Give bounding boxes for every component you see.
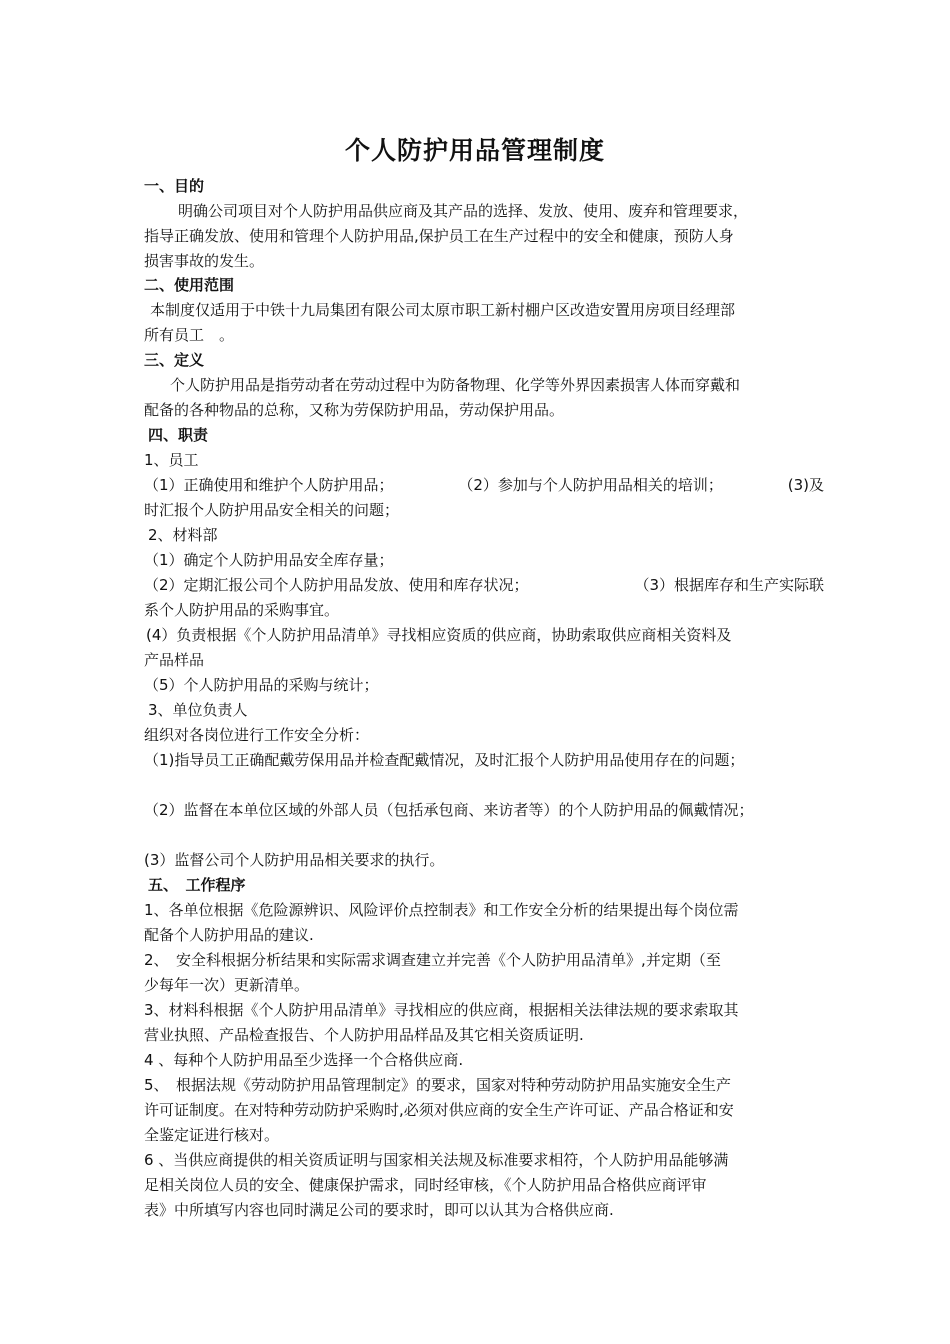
material-duties-line bbox=[144, 574, 824, 596]
paragraph-line: 本制度仅适用于中铁十九局集团有限公司太原市职工新村棚户区改造安置用房项目经理部 bbox=[150, 301, 736, 319]
paragraph-line: 6 、当供应商提供的相关资质证明与国家相关法规及标准要求相符，个人防护用品能够满 bbox=[144, 1151, 729, 1169]
paragraph-line: 少每年一次）更新清单。 bbox=[144, 976, 310, 994]
paragraph-line: 配备个人防护用品的建议. bbox=[144, 926, 314, 944]
staff-duty-1: （1）正确使用和维护个人防护用品； bbox=[144, 476, 394, 494]
staff-duties-line bbox=[144, 474, 824, 496]
paragraph-line: 4 、每种个人防护用品至少选择一个合格供应商. bbox=[144, 1051, 464, 1069]
paragraph-line: 指导正确发放、使用和管理个人防护用品,保护员工在生产过程中的安全和健康，预防人身 bbox=[144, 227, 734, 245]
paragraph-line: 1、各单位根据《危险源辨识、风险评价点控制表》和工作安全分析的结果提出每个岗位需 bbox=[144, 901, 739, 919]
paragraph-line: 营业执照、产品检查报告、个人防护用品样品及其它相关资质证明. bbox=[144, 1026, 584, 1044]
section-heading-scope: 二、使用范围 bbox=[144, 276, 235, 294]
staff-duty-2: （2）参加与个人防护用品相关的培训； bbox=[458, 476, 723, 494]
paragraph-line: 产品样品 bbox=[144, 651, 205, 669]
paragraph-line: 全鉴定证进行核对。 bbox=[144, 1126, 280, 1144]
page-title: 个人防护用品管理制度 bbox=[344, 136, 605, 165]
paragraph-line: 5、 根据法规《劳动防护用品管理制定》的要求，国家对特种劳动防护用品实施安全生产 bbox=[144, 1076, 732, 1094]
material-duty-3: （3）根据库存和生产实际联 bbox=[634, 576, 824, 594]
section-heading-definition: 三、定义 bbox=[144, 351, 205, 369]
paragraph-line: 2、 安全科根据分析结果和实际需求调查建立并完善《个人防护用品清单》,并定期（至 bbox=[144, 951, 721, 969]
paragraph-line: 所有员工 。 bbox=[144, 326, 235, 344]
paragraph-line: 时汇报个人防护用品安全相关的问题； bbox=[144, 501, 400, 519]
staff-duty-3: (3)及 bbox=[787, 476, 824, 494]
paragraph-line: 许可证制度。在对特种劳动防护采购时,必须对供应商的安全生产许可证、产品合格证和安 bbox=[144, 1101, 734, 1119]
section-heading-responsibilities: 四、职责 bbox=[148, 426, 209, 444]
subheading-material-dept: 2、材料部 bbox=[148, 526, 218, 544]
paragraph-line: 组织对各岗位进行工作安全分析： bbox=[144, 726, 370, 744]
paragraph-line: （1）确定个人防护用品安全库存量； bbox=[144, 551, 394, 569]
paragraph-line: (4）负责根据《个人防护用品清单》寻找相应资质的供应商，协助索取供应商相关资料及 bbox=[146, 626, 732, 644]
subheading-staff: 1、员工 bbox=[144, 451, 199, 469]
paragraph-line: （5）个人防护用品的采购与统计； bbox=[144, 676, 379, 694]
paragraph-line: 系个人防护用品的采购事宜。 bbox=[144, 601, 340, 619]
paragraph-line: 表》中所填写内容也同时满足公司的要求时，即可以认其为合格供应商. bbox=[144, 1201, 614, 1219]
paragraph-line: 损害事故的发生。 bbox=[144, 252, 265, 270]
section-heading-procedure: 五、 工作程序 bbox=[148, 876, 246, 894]
paragraph-line: 个人防护用品是指劳动者在劳动过程中为防备物理、化学等外界因素损害人体而穿戴和 bbox=[170, 376, 741, 394]
paragraph-line: 3、材料科根据《个人防护用品清单》寻找相应的供应商，根据相关法律法规的要求索取其 bbox=[144, 1001, 739, 1019]
paragraph-line: 足相关岗位人员的安全、健康保护需求，同时经审核，《个人防护用品合格供应商评审 bbox=[144, 1176, 707, 1194]
paragraph-line: 配备的各种物品的总称，又称为劳保防护用品，劳动保护用品。 bbox=[144, 401, 565, 419]
subheading-unit-head: 3、单位负责人 bbox=[148, 701, 248, 719]
material-duty-2: （2）定期汇报公司个人防护用品发放、使用和库存状况； bbox=[144, 576, 529, 594]
paragraph-line: (3）监督公司个人防护用品相关要求的执行。 bbox=[144, 851, 445, 869]
section-heading-purpose: 一、目的 bbox=[144, 177, 205, 195]
paragraph-line: （2）监督在本单位区域的外部人员（包括承包商、来访者等）的个人防护用品的佩戴情况； bbox=[144, 801, 754, 819]
paragraph-line: （1)指导员工正确配戴劳保用品并检查配戴情况，及时汇报个人防护用品使用存在的问题； bbox=[144, 751, 745, 769]
paragraph-line: 明确公司项目对个人防护用品供应商及其产品的选择、发放、使用、废弃和管理要求， bbox=[178, 202, 749, 220]
